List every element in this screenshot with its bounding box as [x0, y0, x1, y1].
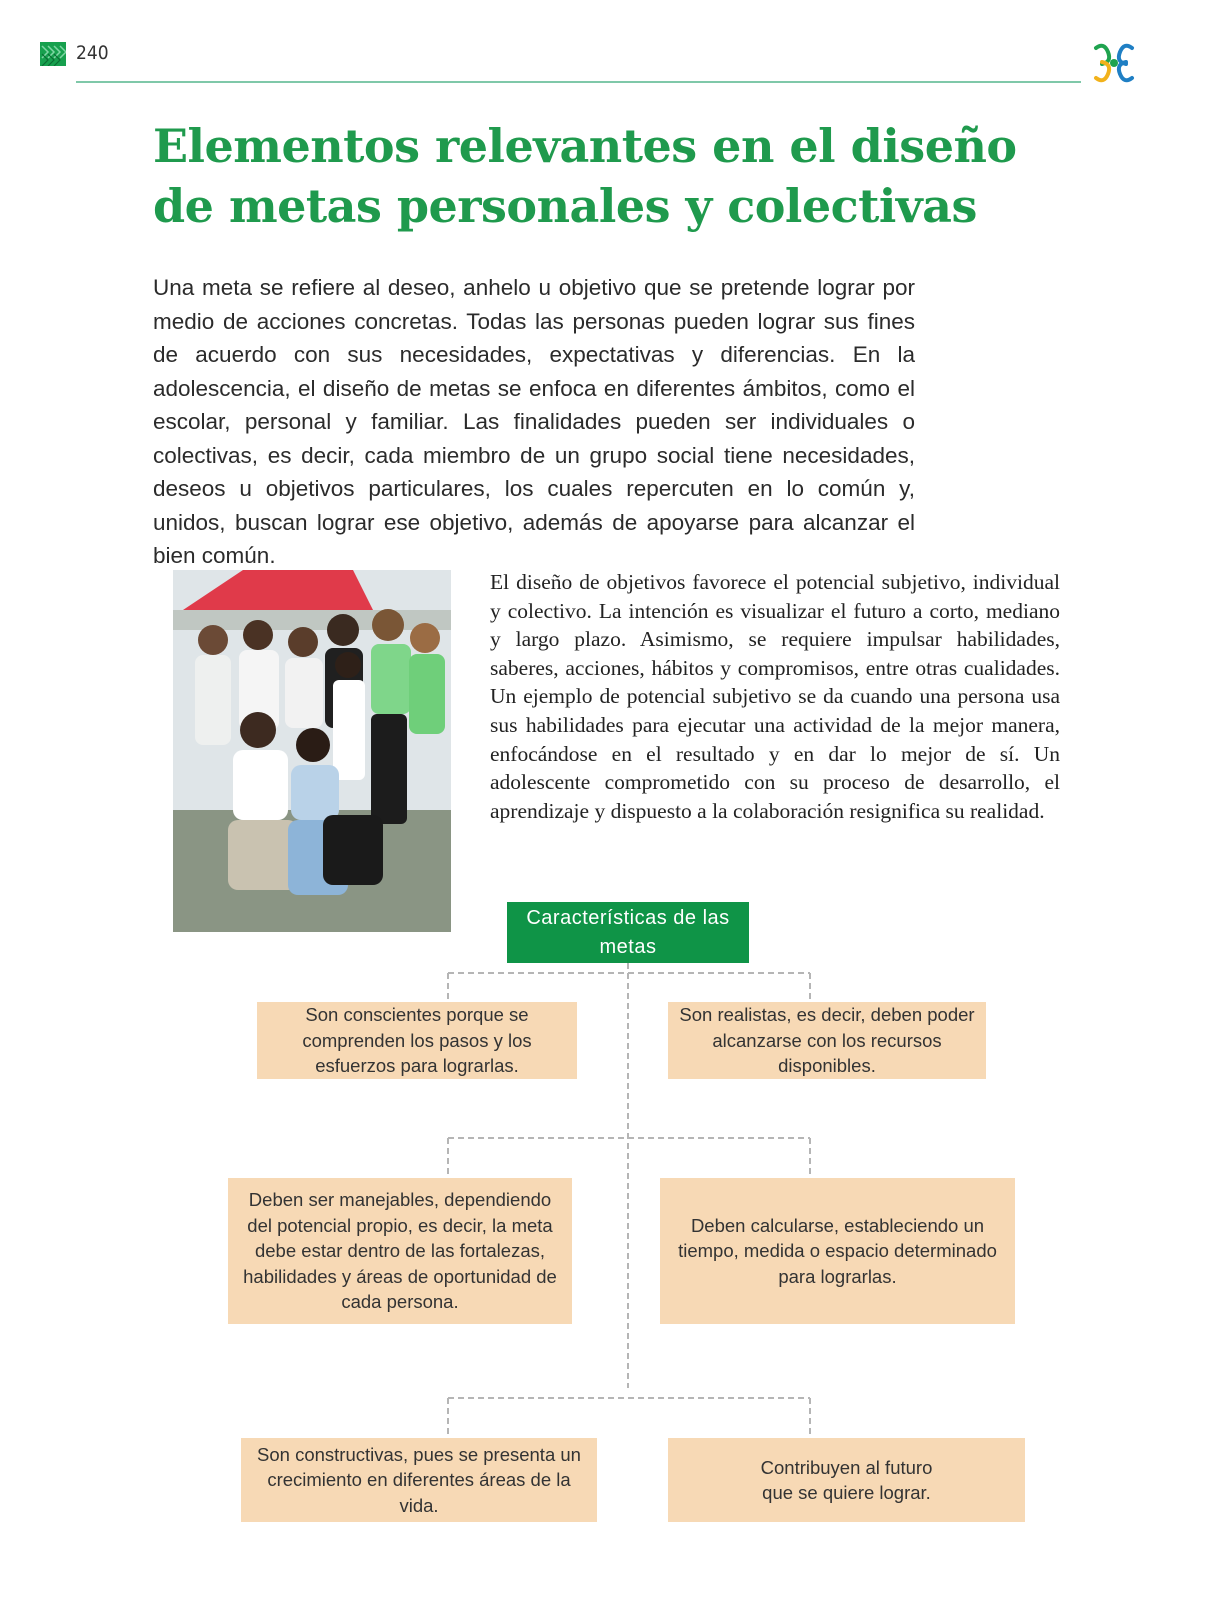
diagram-node-futuro: Contribuyen al futuro que se quiere lograr.	[668, 1438, 1025, 1522]
diagram-node-realistas: Son realistas, es decir, deben poder alcanzarse con los recursos disponibles.	[668, 1002, 986, 1079]
diagram-node-constructivas: Son constructivas, pues se presenta un crecimiento en diferentes áreas de la vida.	[241, 1438, 597, 1522]
photo-side-paragraph: El diseño de objetivos favorece el potencial subjetivo, individual y colectivo. La intención es visualizar el futuro a corto, mediano y largo plazo. Asimismo, se requiere impulsar habilidades, saberes, acciones, hábitos y compromisos, entre otras cualidades. Un ejemplo de potencial subjetivo se da cuando una persona usa sus habilidades para ejecutar una actividad de la mejor manera, enfocándose en el resultado y en dar lo mejor de sí. Un adolescente comprometido con su proceso de desarrollo, el aprendizaje y dispuesto a la colaboración resignifica su realidad.	[490, 570, 1060, 823]
diagram-node-manejables: Deben ser manejables, dependiendo del potencial propio, es decir, la meta debe estar dentro de las fortalezas, habilidades y áreas de oportunidad de cada persona.	[228, 1178, 572, 1324]
page-number: 240	[76, 42, 109, 64]
diagram-node-calcularse: Deben calcularse, estableciendo un tiempo, medida o espacio determinado para lograrlas.	[660, 1178, 1015, 1324]
diagram-root-box: Características de las metas	[507, 902, 749, 963]
page-title: Elementos relevantes en el diseño de metas personales y colectivas	[153, 119, 1017, 233]
intro-paragraph: Una meta se refiere al deseo, anhelo u objetivo que se pretende lograr por medio de acciones concretas. Todas las personas pueden lograr sus fines de acuerdo con sus necesidades, expectativas y diferencias. En la adolescencia, el diseño de metas se enfoca en diferentes ámbitos, como el escolar, personal y familiar. Las finalidades pueden ser individuales o colectivas, es decir, cada miembro de un grupo social tiene necesidades, deseos u objetivos particulares, los cuales repercuten en lo común y, unidos, buscan lograr ese objetivo, además de apoyarse para alcanzar el bien común.	[153, 275, 915, 568]
diagram-node-conscientes: Son conscientes porque se comprenden los pasos y los esfuerzos para lograrlas.	[257, 1002, 577, 1079]
